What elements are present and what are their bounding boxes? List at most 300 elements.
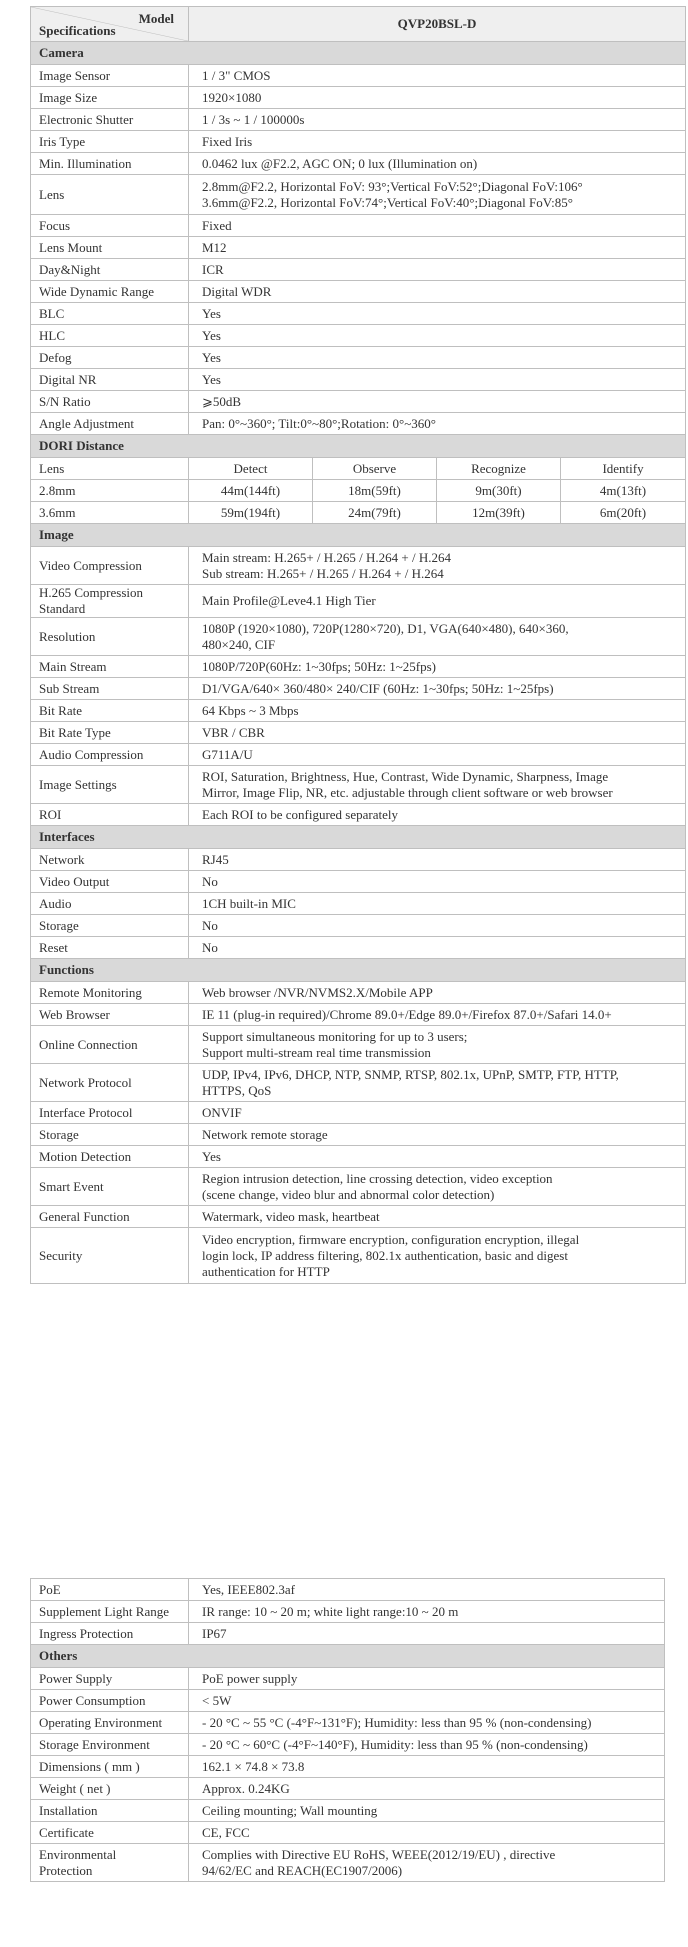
spec-label-line: Angle Adjustment [39, 415, 134, 431]
spec-label-line: Defog [39, 349, 72, 365]
spec-row [31, 893, 686, 915]
spec-row [31, 585, 686, 618]
spec-row [31, 744, 686, 766]
spec-table-2 [30, 1578, 665, 1882]
spec-value [189, 1734, 665, 1756]
spec-row [31, 1800, 665, 1822]
spec-label [31, 259, 189, 281]
spec-label-line: Weight ( net ) [39, 1780, 111, 1796]
spec-value-line: Yes [202, 371, 221, 387]
spec-label-line: Sub Stream [39, 680, 100, 696]
spec-row [31, 281, 686, 303]
spec-label [31, 87, 189, 109]
section-title: Image [31, 524, 686, 547]
spec-value [189, 1004, 686, 1026]
spec-value [189, 804, 686, 826]
spec-value-line: UDP, IPv4, IPv6, DHCP, NTP, SNMP, RTSP, 802.1x, UPnP, SMTP, FTP, HTTP, [202, 1066, 619, 1082]
spec-label-line: Motion Detection [39, 1148, 132, 1164]
spec-label [31, 1146, 189, 1168]
spec-value [189, 109, 686, 131]
spec-label [31, 744, 189, 766]
spec-label [31, 1822, 189, 1844]
spec-value-line: < 5W [202, 1692, 232, 1708]
spec-label [31, 1228, 189, 1284]
spec-row [31, 1124, 686, 1146]
spec-label [31, 1778, 189, 1800]
spec-label [31, 391, 189, 413]
spec-value [189, 1124, 686, 1146]
spec-label-line: Min. Illumination [39, 155, 132, 171]
spec-value-line: Main Profile@Leve4.1 High Tier [202, 593, 376, 608]
spec-label [31, 700, 189, 722]
spec-value-line: Main stream: H.265+ / H.265 / H.264 + / H.264 [202, 549, 452, 565]
spec-label [31, 215, 189, 237]
spec-value [189, 281, 686, 303]
spec-value [189, 766, 686, 804]
spec-label [31, 1579, 189, 1601]
spec-label-line: Audio Compression [39, 746, 144, 762]
spec-row [31, 722, 686, 744]
spec-value [189, 547, 686, 585]
spec-value-line: Support simultaneous monitoring for up to 3 users; [202, 1028, 468, 1044]
spec-label-line: Storage [39, 917, 79, 933]
spec-value [189, 215, 686, 237]
spec-row [31, 237, 686, 259]
spec-label-line: Lens Mount [39, 239, 103, 255]
spec-value [189, 1623, 665, 1645]
dori-header-cell: Observe [313, 458, 437, 480]
spec-label-line: Image Sensor [39, 67, 111, 83]
spec-value [189, 618, 686, 656]
spec-value [189, 303, 686, 325]
spec-label-line: Main Stream [39, 658, 107, 674]
spec-label [31, 413, 189, 435]
section-header-dori [31, 435, 686, 458]
spec-value [189, 391, 686, 413]
spec-label [31, 1623, 189, 1645]
spec-value-line: ONVIF [202, 1104, 242, 1120]
spec-value-line: IR range: 10 ~ 20 m; white light range:10 ~ 20 m [202, 1603, 459, 1619]
section-header-image [31, 524, 686, 547]
spec-row [31, 1822, 665, 1844]
model-header-row [31, 7, 686, 42]
model-spec-corner [31, 7, 189, 42]
spec-label-line: Digital NR [39, 371, 97, 387]
spec-value-line: Watermark, video mask, heartbeat [202, 1208, 380, 1224]
spec-label-line: Power Supply [39, 1670, 113, 1686]
spec-value-line: Approx. 0.24KG [202, 1780, 290, 1796]
spec-label-line: Electronic Shutter [39, 111, 134, 127]
spec-label-line: Dimensions ( mm ) [39, 1758, 140, 1774]
spec-label-line: Wide Dynamic Range [39, 283, 154, 299]
spec-value-line: 1 / 3s ~ 1 / 100000s [202, 111, 305, 127]
spec-value-line: M12 [202, 239, 227, 255]
section-title: Interfaces [31, 826, 686, 849]
spec-row [31, 700, 686, 722]
spec-value-line: 480×240, CIF [202, 636, 276, 652]
spec-label-line: Operating Environment [39, 1714, 163, 1730]
spec-label [31, 153, 189, 175]
dori-header-cell: Detect [189, 458, 313, 480]
spec-value-line: Mirror, Image Flip, NR, etc. adjustable through client software or web browser [202, 784, 613, 800]
model-name: QVP20BSL-D [189, 7, 686, 42]
spec-row [31, 1734, 665, 1756]
spec-label [31, 1668, 189, 1690]
dori-cell: 3.6mm [31, 502, 189, 524]
spec-row [31, 109, 686, 131]
spec-value [189, 65, 686, 87]
spec-row [31, 1712, 665, 1734]
spec-label [31, 1800, 189, 1822]
spec-label [31, 109, 189, 131]
spec-row [31, 131, 686, 153]
spec-value-line: login lock, IP address filtering, 802.1x authentication, basic and digest [202, 1247, 568, 1263]
model-label: Model [138, 11, 174, 26]
spec-label [31, 678, 189, 700]
spec-row [31, 1756, 665, 1778]
spec-row [31, 766, 686, 804]
spec-label-line: Video Compression [39, 557, 142, 573]
spec-label [31, 65, 189, 87]
spec-value-line: No [202, 917, 218, 933]
spec-row [31, 347, 686, 369]
spec-label-line: Iris Type [39, 133, 86, 149]
spec-row [31, 215, 686, 237]
spec-value-line: HTTPS, QoS [202, 1082, 272, 1098]
spec-label-line: Power Consumption [39, 1692, 146, 1708]
spec-label [31, 347, 189, 369]
spec-label [31, 1712, 189, 1734]
spec-label [31, 871, 189, 893]
spec-label [31, 1206, 189, 1228]
spec-row [31, 1146, 686, 1168]
spec-row [31, 849, 686, 871]
spec-row [31, 937, 686, 959]
spec-label [31, 893, 189, 915]
spec-label-line: Smart Event [39, 1178, 104, 1194]
spec-value [189, 1228, 686, 1284]
spec-row [31, 982, 686, 1004]
spec-row [31, 1579, 665, 1601]
spec-row [31, 1844, 665, 1882]
spec-value [189, 1579, 665, 1601]
spec-value [189, 175, 686, 215]
section-title: Camera [31, 42, 686, 65]
spec-row [31, 1168, 686, 1206]
spec-label-line: Focus [39, 217, 71, 233]
spec-label-line: ROI [39, 806, 62, 822]
spec-label-line: Network [39, 851, 85, 867]
spec-value [189, 1712, 665, 1734]
spec-label-line: Bit Rate Type [39, 724, 111, 740]
spec-value-line: Ceiling mounting; Wall mounting [202, 1802, 378, 1818]
spec-value-line: 1080P (1920×1080), 720P(1280×720), D1, VGA(640×480), 640×360, [202, 620, 569, 636]
spec-label [31, 547, 189, 585]
spec-label [31, 369, 189, 391]
spec-label [31, 1601, 189, 1623]
spec-row [31, 325, 686, 347]
spec-value-line: Yes, IEEE802.3af [202, 1581, 295, 1597]
spec-row [31, 915, 686, 937]
spec-label-line: Ingress Protection [39, 1625, 134, 1641]
spec-value [189, 87, 686, 109]
spec-label-line: Installation [39, 1802, 98, 1818]
spec-label [31, 131, 189, 153]
spec-value [189, 1168, 686, 1206]
spec-value-line: ROI, Saturation, Brightness, Hue, Contrast, Wide Dynamic, Sharpness, Image [202, 768, 609, 784]
spec-row [31, 1778, 665, 1800]
spec-value [189, 1690, 665, 1712]
spec-label [31, 766, 189, 804]
spec-value [189, 722, 686, 744]
spec-table [30, 6, 686, 1284]
spec-value-line: RJ45 [202, 851, 229, 867]
spec-label-line: PoE [39, 1581, 61, 1597]
spec-value-line: 64 Kbps ~ 3 Mbps [202, 702, 299, 718]
spec-row [31, 1228, 686, 1284]
spec-value-line: D1/VGA/640× 360/480× 240/CIF (60Hz: 1~30fps; 50Hz: 1~25fps) [202, 680, 554, 696]
spec-value-line: 1CH built-in MIC [202, 895, 296, 911]
spec-value [189, 1601, 665, 1623]
spec-value [189, 1800, 665, 1822]
spec-label-line: Storage Environment [39, 1736, 150, 1752]
spec-label-line: Remote Monitoring [39, 984, 142, 1000]
spec-row [31, 259, 686, 281]
spec-value [189, 656, 686, 678]
dori-cell: 44m(144ft) [189, 480, 313, 502]
section-header-interfaces [31, 826, 686, 849]
spec-value [189, 937, 686, 959]
spec-row [31, 413, 686, 435]
spec-label-line: HLC [39, 327, 65, 343]
spec-value [189, 982, 686, 1004]
spec-value [189, 413, 686, 435]
dori-cell: 12m(39ft) [437, 502, 561, 524]
spec-value [189, 744, 686, 766]
spec-value [189, 131, 686, 153]
spec-value [189, 678, 686, 700]
spec-value [189, 849, 686, 871]
spec-row [31, 1206, 686, 1228]
spec-value [189, 871, 686, 893]
spec-value-line: Yes [202, 1148, 221, 1164]
spec-row [31, 87, 686, 109]
spec-label [31, 303, 189, 325]
spec-label-line: Web Browser [39, 1006, 110, 1022]
spec-label-line: Storage [39, 1126, 79, 1142]
spec-label [31, 1756, 189, 1778]
dori-header-cell: Identify [561, 458, 686, 480]
spec-label-line: Resolution [39, 628, 96, 644]
spec-row [31, 678, 686, 700]
spec-value [189, 347, 686, 369]
spec-label-line: Certificate [39, 1824, 94, 1840]
dori-cell: 18m(59ft) [313, 480, 437, 502]
spec-label [31, 1102, 189, 1124]
spec-label [31, 1124, 189, 1146]
spec-value-line: PoE power supply [202, 1670, 298, 1686]
spec-value-line: 94/62/EC and REACH(EC1907/2006) [202, 1862, 403, 1878]
spec-row [31, 871, 686, 893]
spec-row [31, 1004, 686, 1026]
spec-row [31, 175, 686, 215]
spec-value-line: - 20 °C ~ 60°C (-4°F~140°F), Humidity: less than 95 % (non-condensing) [202, 1736, 588, 1752]
spec-value-line: Yes [202, 305, 221, 321]
spec-label-line: Standard [39, 601, 86, 616]
spec-row [31, 1623, 665, 1645]
spec-value-line: Yes [202, 327, 221, 343]
spec-label-line: General Function [39, 1208, 130, 1224]
spec-value [189, 1146, 686, 1168]
spec-label-line: S/N Ratio [39, 393, 91, 409]
spec-label [31, 618, 189, 656]
spec-label-line: Protection [39, 1862, 93, 1878]
spec-value-line: Sub stream: H.265+ / H.265 / H.264 + / H.264 [202, 565, 444, 581]
spec-label: Specifications [39, 23, 116, 38]
spec-value-line: Digital WDR [202, 283, 272, 299]
spec-value-line: 1 / 3" CMOS [202, 67, 271, 83]
section-header-camera [31, 42, 686, 65]
spec-value [189, 585, 686, 618]
spec-label [31, 1064, 189, 1102]
spec-value [189, 369, 686, 391]
spec-value [189, 1756, 665, 1778]
spec-label-line: Image Settings [39, 776, 117, 792]
dori-cell: 24m(79ft) [313, 502, 437, 524]
spec-value-line: Fixed [202, 217, 232, 233]
spec-label [31, 325, 189, 347]
spec-value [189, 1778, 665, 1800]
spec-value [189, 1844, 665, 1882]
spec-label-line: Network Protocol [39, 1074, 132, 1090]
spec-label [31, 1004, 189, 1026]
spec-row [31, 618, 686, 656]
spec-row [31, 153, 686, 175]
spec-label-line: Online Connection [39, 1036, 138, 1052]
spec-label [31, 1690, 189, 1712]
spec-label [31, 656, 189, 678]
spec-label-line: Supplement Light Range [39, 1603, 169, 1619]
spec-value-line: authentication for HTTP [202, 1263, 330, 1279]
spec-label-line: Lens [39, 186, 65, 202]
spec-label [31, 849, 189, 871]
spec-value [189, 325, 686, 347]
spec-value-line: CE, FCC [202, 1824, 250, 1840]
spec-label-line: Day&Night [39, 261, 101, 277]
spec-label [31, 1168, 189, 1206]
spec-value-line: IE 11 (plug-in required)/Chrome 89.0+/Edge 89.0+/Firefox 87.0+/Safari 14.0+ [202, 1006, 612, 1022]
section-header-others [31, 1645, 665, 1668]
spec-value-line: 0.0462 lux @F2.2, AGC ON; 0 lux (Illumination on) [202, 155, 478, 171]
spec-label [31, 722, 189, 744]
spec-row [31, 1064, 686, 1102]
spec-label [31, 237, 189, 259]
spec-label [31, 804, 189, 826]
spec-value-line: VBR / CBR [202, 724, 265, 740]
dori-cell: 59m(194ft) [189, 502, 313, 524]
spec-label-line: Security [39, 1247, 83, 1263]
spec-value-line: ⩾50dB [202, 393, 242, 409]
spec-value-line: Support multi-stream real time transmission [202, 1044, 431, 1060]
spec-value-line: Region intrusion detection, line crossing detection, video exception [202, 1170, 553, 1186]
spec-label-line: H.265 Compression [39, 585, 143, 600]
spec-value-line: Video encryption, firmware encryption, configuration encryption, illegal [202, 1231, 580, 1247]
spec-row [31, 656, 686, 678]
spec-row [31, 303, 686, 325]
spec-value-line: Web browser /NVR/NVMS2.X/Mobile APP [202, 984, 433, 1000]
spec-value-line: No [202, 939, 218, 955]
spec-value-line: 1920×1080 [202, 89, 262, 105]
spec-label [31, 585, 189, 618]
spec-row [31, 1690, 665, 1712]
spec-row [31, 391, 686, 413]
spec-label-line: Image Size [39, 89, 98, 105]
spec-value [189, 1206, 686, 1228]
spec-value-line: ICR [202, 261, 224, 277]
spec-value [189, 1064, 686, 1102]
section-title: Functions [31, 959, 686, 982]
spec-value [189, 259, 686, 281]
spec-row [31, 1102, 686, 1124]
spec-value-line: (scene change, video blur and abnormal color detection) [202, 1186, 495, 1202]
spec-value-line: Complies with Directive EU RoHS, WEEE(2012/19/EU) , directive [202, 1846, 556, 1862]
dori-header-row [31, 458, 686, 480]
spec-value-line: 162.1 × 74.8 × 73.8 [202, 1758, 305, 1774]
spec-value-line: Each ROI to be configured separately [202, 806, 399, 822]
spec-label [31, 281, 189, 303]
dori-cell: 6m(20ft) [561, 502, 686, 524]
dori-header-cell: Recognize [437, 458, 561, 480]
spec-label [31, 175, 189, 215]
spec-label-line: Audio [39, 895, 72, 911]
spec-value-line: Yes [202, 349, 221, 365]
spec-value [189, 915, 686, 937]
dori-cell: 4m(13ft) [561, 480, 686, 502]
spec-label [31, 1844, 189, 1882]
spec-value-line: 2.8mm@F2.2, Horizontal FoV: 93°;Vertical FoV:52°;Diagonal FoV:106° [202, 178, 583, 194]
spec-label-line: Video Output [39, 873, 110, 889]
spec-value [189, 1668, 665, 1690]
spec-label-line: Interface Protocol [39, 1104, 133, 1120]
dori-row [31, 502, 686, 524]
dori-cell: 9m(30ft) [437, 480, 561, 502]
dori-header-cell: Lens [31, 458, 189, 480]
spec-label [31, 1026, 189, 1064]
spec-value-line: G711A/U [202, 746, 253, 762]
spec-label-line: BLC [39, 305, 65, 321]
section-header-functions [31, 959, 686, 982]
spec-value-line: Pan: 0°~360°; Tilt:0°~80°;Rotation: 0°~360° [202, 415, 436, 431]
spec-row [31, 1668, 665, 1690]
spec-value [189, 1102, 686, 1124]
spec-value-line: - 20 °C ~ 55 °C (-4°F~131°F); Humidity: less than 95 % (non-condensing) [202, 1714, 592, 1730]
spec-row [31, 65, 686, 87]
spec-value-line: Network remote storage [202, 1126, 328, 1142]
spec-value [189, 237, 686, 259]
spec-label [31, 1734, 189, 1756]
spec-row [31, 1026, 686, 1064]
spec-row [31, 547, 686, 585]
spec-value [189, 700, 686, 722]
spec-label [31, 937, 189, 959]
dori-cell: 2.8mm [31, 480, 189, 502]
spec-row [31, 1601, 665, 1623]
spec-value [189, 1026, 686, 1064]
spec-value [189, 1822, 665, 1844]
spec-label-line: Bit Rate [39, 702, 82, 718]
spec-label [31, 915, 189, 937]
spec-value [189, 893, 686, 915]
